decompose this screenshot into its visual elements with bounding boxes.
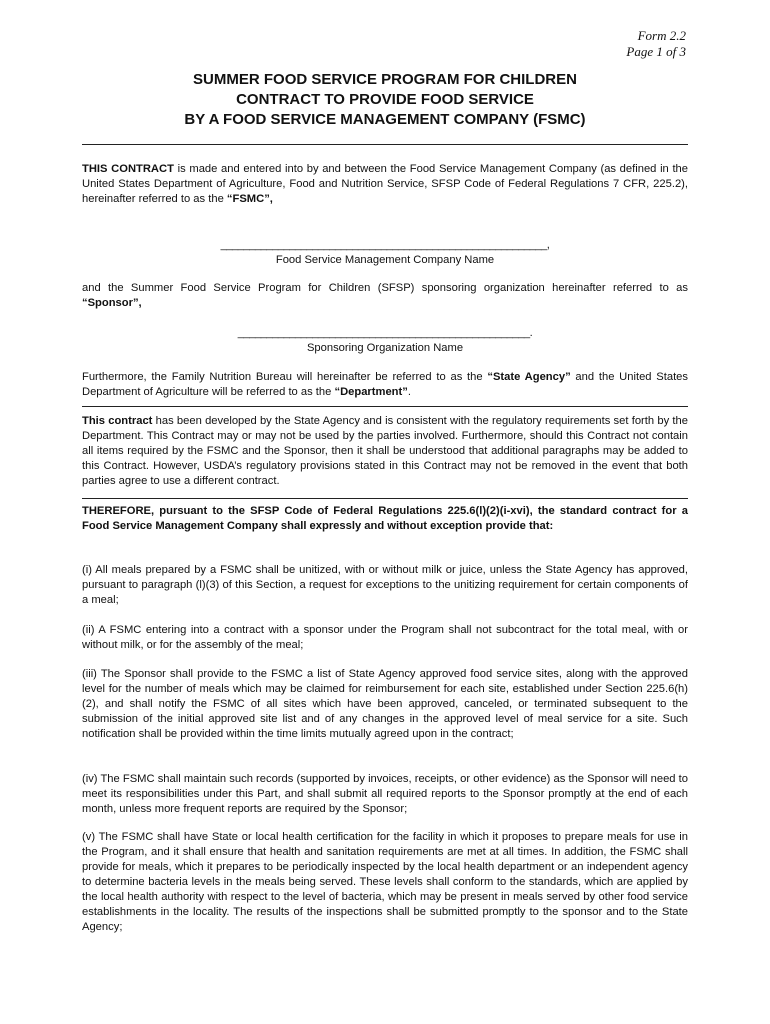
fsmc-name-field	[82, 238, 688, 268]
clause-ii: (ii) A FSMC entering into a contract with a sponsor under the Program shall not subcontract for the total meal, with or without milk, or for the assembly of the meal;	[82, 624, 688, 651]
fsmc-name-label: Food Service Management Company Name	[275, 254, 495, 266]
title-line-3: BY A FOOD SERVICE MANAGEMENT COMPANY (FSMC)	[184, 111, 586, 128]
sponsor-term: “Sponsor”,	[82, 297, 142, 309]
sponsor-text: and the Summer Food Service Program for Children (SFSP) sponsoring organization hereinafter referred to as	[82, 282, 688, 294]
developed-text: has been developed by the State Agency and is consistent with the regulatory requirements set forth by the Department. This Contract may or may not be used by the parties involved. Furthermore, should this Contract not contain all items required by the FSMC and the Sponsor, then it shall be understood that additional paragraphs may be added to this Contract. However, USDA’s regulatory provisions stated in this Contract may not be removed in the event that both parties agree to use a different contract.	[82, 415, 688, 487]
furthermore-paragraph	[82, 370, 688, 400]
sponsor-name-blank: ___________________________________________________.	[237, 327, 533, 339]
intro-paragraph	[82, 162, 688, 207]
fsmc-name-blank: _________________________________________________________,	[220, 239, 550, 251]
furthermore-text-2: and the United States Department of Agriculture will be referred to as the	[82, 371, 688, 398]
furthermore-text-1: Furthermore, the Family Nutrition Bureau will hereinafter be referred to as the	[82, 371, 488, 383]
page-number: Page 1 of 3	[626, 44, 686, 59]
furthermore-text-3: .	[407, 386, 411, 398]
state-agency-term: “State Agency”	[487, 371, 571, 383]
sponsor-name-label: Sponsoring Organization Name	[306, 342, 464, 354]
title-divider	[82, 144, 688, 145]
clause-i: (i) All meals prepared by a FSMC shall be unitized, with or without milk or juice, unless the State Agency has approved, pursuant to paragraph (l)(3) of this Section, a request for exceptions to the unitizing requirement for certain components of a meal;	[82, 564, 688, 606]
form-number: Form 2.2	[637, 28, 686, 43]
department-term: “Department”	[334, 386, 408, 398]
intro-text: is made and entered into by and between the Food Service Management Company (as defined in the United States Department of Agriculture, Food and Nutrition Service, SFSP Code of Federal Regulations 7 CFR, 225.2), hereinafter referred to as the	[82, 163, 689, 205]
therefore-paragraph: THEREFORE, pursuant to the SFSP Code of Federal Regulations 225.6(l)(2)(i-xvi), the standard contract for a Food Service Management Company shall expressly and without exception provide that:	[82, 505, 688, 532]
developed-paragraph	[82, 414, 688, 489]
section-divider-2	[82, 498, 688, 499]
title-line-1: SUMMER FOOD SERVICE PROGRAM FOR CHILDREN	[193, 71, 577, 88]
intro-term: “FSMC”,	[226, 193, 273, 205]
sponsor-paragraph	[82, 281, 688, 311]
clause-iii: (iii) The Sponsor shall provide to the FSMC a list of State Agency approved food service sites, along with the approved level for the number of meals which may be claimed for reimbursement for each site, established under Section 225.6(h)(2), and shall notify the FSMC of all sites which have been approved, canceled, or terminated subsequent to the submission of the initial approved site list and of any changes in the approved level of meal service for a site. Such notification shall be provided within the time limits mutually agreed upon in the contract;	[82, 668, 688, 740]
developed-lead: This contract	[82, 415, 153, 427]
section-divider-1	[82, 406, 688, 407]
sponsor-name-field	[82, 326, 688, 356]
form-header	[626, 28, 686, 60]
clause-v: (v) The FSMC shall have State or local health certification for the facility in which it proposes to prepare meals for use in the Program, and it shall ensure that health and sanitation requirements are met at all times. In addition, the FSMC shall provide for meals, which it prepares to be periodically inspected by the local health department or an independent agency to determine bacteria levels in the meals being served. These levels shall conform to the standards, which are applied by the local health authority with respect to the level of bacteria, which may be present in meals served by other food service establishments in the locality. The results of the inspections shall be submitted promptly to the sponsor and to the State Agency;	[82, 831, 688, 933]
title-line-2: CONTRACT TO PROVIDE FOOD SERVICE	[236, 91, 534, 108]
intro-lead: THIS CONTRACT	[82, 163, 174, 175]
clause-iv: (iv) The FSMC shall maintain such records (supported by invoices, receipts, or other evidence) as the Sponsor will need to meet its responsibilities under this Part, and shall submit all required reports to the Sponsor promptly at the end of each month, unless more frequent reports are required by the Sponsor;	[82, 773, 688, 815]
document-title	[82, 70, 688, 130]
